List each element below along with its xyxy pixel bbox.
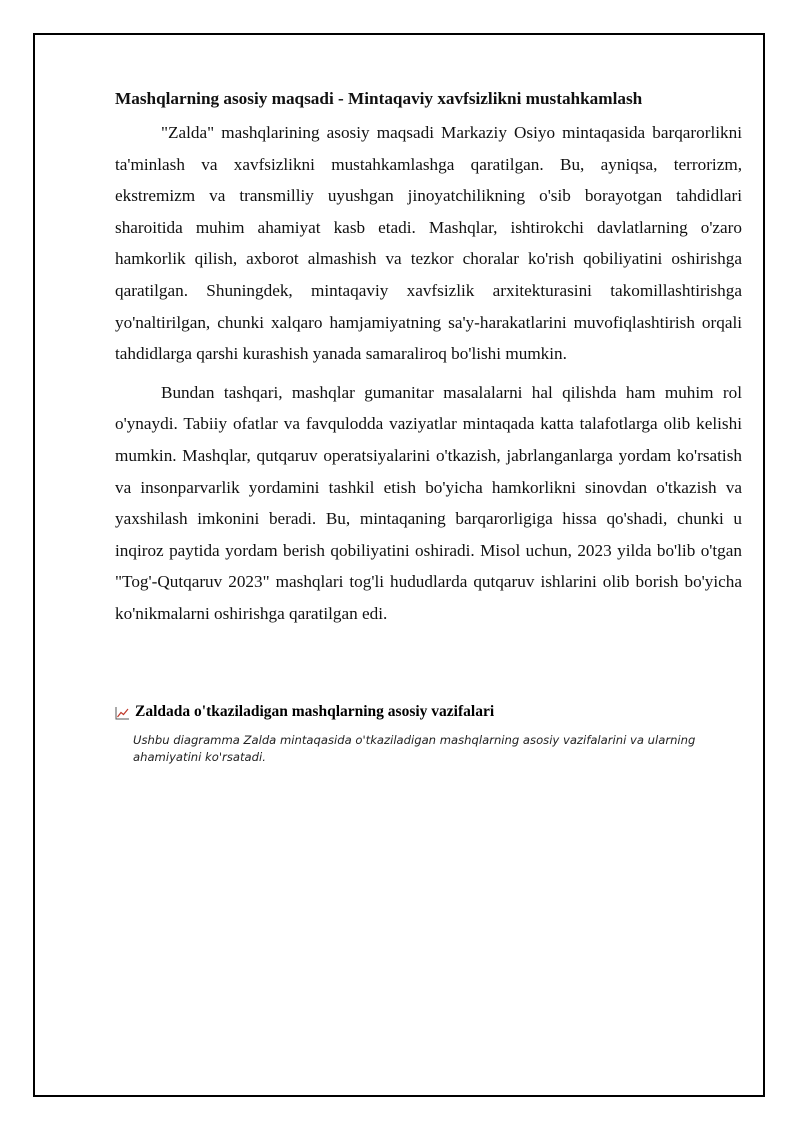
chart-line-icon [115,705,130,719]
section-heading: Mashqlarning asosiy maqsadi - Mintaqaviy xavfsizlikni mustahkamlash [115,89,643,108]
chart-title: Zaldada o'tkaziladigan mashqlarning asosiy vazifalari [135,703,495,720]
paragraph-1: "Zalda" mashqlarining asosiy maqsadi Markaziy Osiyo mintaqasida barqarorlikni ta'minlash va xavfsizlikni mustahkamlashga qaratilgan. Bu, ayniqsa, terrorizm, ekstremizm va transmilliy uyushgan jinoyatchilikning o'sib borayotgan tahdidlari sharoitida muhim ahamiyat kasb etadi. Mashqlar, ishtirokchi davlatlarning o'zaro hamkorlik qilish, axborot almashish va tezkor choralar ko'rish qobiliyatini oshirishga qaratilgan. Shuningdek, mintaqaviy xavfsizlik arxitekturasini takomillashtirishga yo'naltirilgan, chunki xalqaro hamjamiyatning sa'y-harakatlarini muvofiqlashtirish orqali tahdidlarga qarshi kurashish yanada samaraliroq bo'lishi mumkin. [115,123,742,364]
document-body [115,86,742,637]
paragraph-2: Bundan tashqari, mashqlar gumanitar masalalarni hal qilishda ham muhim rol o'ynaydi. Tabiiy ofatlar va favqulodda vaziyatlar mintaqada katta talafotlarga olib kelishi mumkin. Mashqlar, qutqaruv operatsiyalarini o'tkazish, jabrlanganlarga yordam ko'rsatish va insonparvarlik yordamini tashkil etish bo'yicha hamkorlikni sinovdan o'tkazish va yaxshilash imkonini beradi. Bu, mintaqaning barqarorligiga hissa qo'shadi, chunki u inqiroz paytida yordam berish qobiliyatini oshiradi. Misol uchun, 2023 yilda bo'lib o'tgan "Tog'-Qutqaruv 2023" mashqlari tog'li hududlarda qutqaruv ishlarini olib borish bo'yicha ko'nikmalarni oshirishga qaratilgan edi. [115,382,742,623]
chart-title-row [115,701,755,723]
chart-description: Ushbu diagramma Zalda mintaqasida o'tkaziladigan mashqlarning asosiy vazifalarini va ularning ahamiyatini ko'rsatadi. [133,733,696,764]
chart-caption-block [115,701,755,766]
